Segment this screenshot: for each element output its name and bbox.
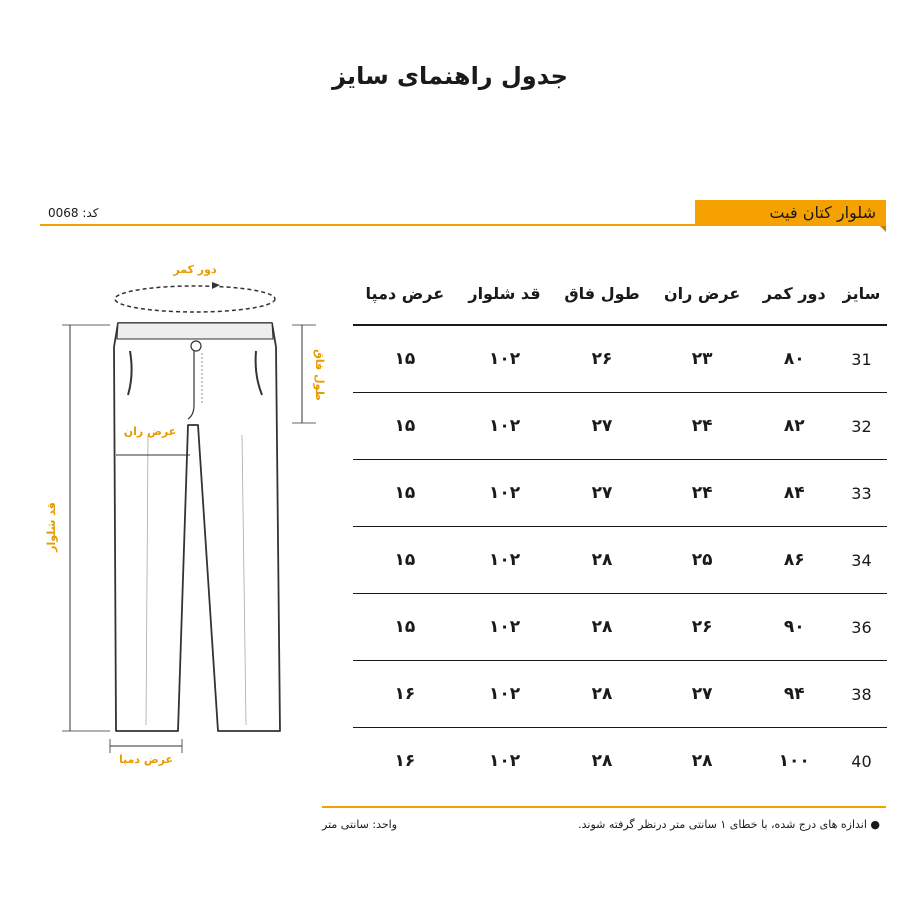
footer-divider — [322, 806, 886, 808]
cell-rise: ۲۸ — [552, 594, 651, 661]
header-rise: طول فاق — [552, 262, 651, 325]
cell-thigh: ۲۴ — [652, 460, 753, 527]
cell-waist: ۸۶ — [752, 527, 835, 594]
table-row — [353, 661, 887, 728]
pants-diagram — [30, 255, 330, 775]
pants-outline — [114, 323, 280, 731]
cell-size: 36 — [836, 594, 887, 661]
hem-label: عرض دمپا — [118, 753, 174, 766]
header-hem: عرض دمپا — [353, 262, 457, 325]
table-row — [353, 325, 887, 393]
waistband — [117, 323, 273, 339]
left-crease — [146, 435, 148, 725]
table-header-row — [353, 262, 887, 325]
waist-ellipse — [115, 286, 275, 312]
cell-rise: ۲۷ — [552, 393, 651, 460]
cell-length: ۱۰۲ — [457, 460, 553, 527]
thigh-label: عرض ران — [123, 425, 177, 438]
header-thigh: عرض ران — [652, 262, 753, 325]
cell-hem: ۱۵ — [353, 393, 457, 460]
product-code — [48, 206, 98, 220]
footer-note: ● اندازه های درج شده، با خطای ۱ سانتی متر درنظر گرفته شوند. — [578, 818, 880, 831]
cell-rise: ۲۸ — [552, 661, 651, 728]
cell-length: ۱۰۲ — [457, 527, 553, 594]
cell-rise: ۲۶ — [552, 325, 651, 393]
product-code-value: 0068 — [48, 206, 79, 220]
cell-size: 31 — [836, 325, 887, 393]
cell-length: ۱۰۲ — [457, 325, 553, 393]
cell-waist: ۱۰۰ — [778, 751, 810, 771]
cell-thigh: ۲۷ — [652, 661, 753, 728]
cell-thigh: ۲۸ — [691, 751, 713, 771]
rise-label: طول فاق — [313, 349, 326, 401]
cell-waist: ۸۰ — [752, 325, 835, 393]
table-row — [353, 393, 887, 460]
cell-rise: ۲۸ — [552, 527, 651, 594]
cell-hem: ۱۵ — [353, 594, 457, 661]
length-label: قد شلوار — [45, 502, 58, 552]
cell-rise: ۲۸ — [591, 751, 613, 771]
header-waist: دور کمر — [752, 262, 835, 325]
left-pocket — [128, 351, 132, 395]
cell-hem: ۱۶ — [353, 661, 457, 728]
cell-size: 34 — [836, 527, 887, 594]
size-table — [353, 262, 887, 794]
right-pocket — [256, 351, 262, 395]
waist-label: دور کمر — [173, 263, 217, 276]
footer-note-text: اندازه های درج شده، با خطای ۱ سانتی متر درنظر گرفته شوند. — [578, 818, 867, 831]
cell-thigh: ۲۳ — [652, 325, 753, 393]
cell-rise: ۲۷ — [552, 460, 651, 527]
cell-length: ۱۰۲ — [457, 594, 553, 661]
cell-hem: ۱۵ — [353, 325, 457, 393]
product-name-tab — [695, 200, 886, 226]
cell-size: 32 — [836, 393, 887, 460]
button-icon — [191, 341, 201, 351]
waist-arrow-icon — [212, 282, 220, 289]
product-name: شلوار کتان فیت — [769, 203, 876, 222]
table-row — [353, 460, 887, 527]
cell-size: 38 — [836, 661, 887, 728]
fly-line — [188, 351, 194, 419]
cell-thigh: ۲۴ — [652, 393, 753, 460]
cell-size: 33 — [836, 460, 887, 527]
table-row — [353, 527, 887, 594]
cell-hem: ۱۶ — [394, 751, 416, 771]
table-row — [353, 728, 887, 795]
cell-length: ۱۰۲ — [457, 393, 553, 460]
cell-thigh: ۲۶ — [652, 594, 753, 661]
page-title: جدول راهنمای سایز — [332, 62, 568, 90]
cell-hem: ۱۵ — [353, 527, 457, 594]
cell-thigh: ۲۵ — [652, 527, 753, 594]
cell-waist: ۹۴ — [752, 661, 835, 728]
cell-waist: ۸۲ — [752, 393, 835, 460]
header-length: قد شلوار — [457, 262, 553, 325]
header-divider — [40, 224, 886, 226]
product-code-label: کد: — [82, 206, 99, 220]
right-crease — [242, 435, 246, 725]
cell-length: ۱۰۲ — [488, 751, 521, 771]
cell-length: ۱۰۲ — [457, 661, 553, 728]
cell-waist: ۸۴ — [752, 460, 835, 527]
table-row — [353, 594, 887, 661]
cell-hem: ۱۵ — [353, 460, 457, 527]
unit-label: واحد: سانتی متر — [322, 818, 398, 831]
cell-size: 40 — [851, 751, 872, 771]
header-size: سایز — [836, 262, 887, 325]
cell-waist: ۹۰ — [752, 594, 835, 661]
